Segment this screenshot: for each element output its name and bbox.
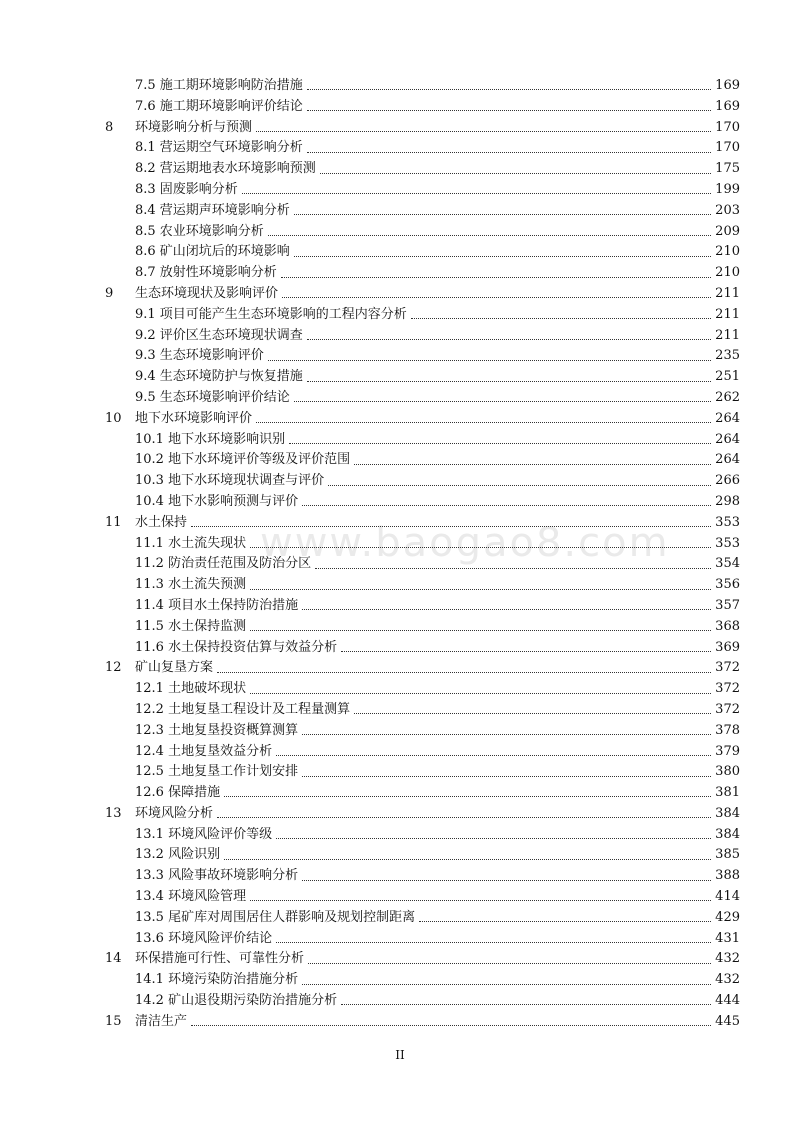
toc-entry-title: 环保措施可行性、可靠性分析 xyxy=(135,951,305,967)
toc-dot-leader xyxy=(308,952,711,964)
toc-page-number: 211 xyxy=(715,306,740,322)
toc-entry-title: 8.7 放射性环境影响分析 xyxy=(135,265,277,281)
toc-entry-title: 14.1 环境污染防治措施分析 xyxy=(135,972,299,988)
toc-page-number: 432 xyxy=(715,951,740,967)
toc-entry[interactable] xyxy=(0,118,800,139)
toc-page-number: 429 xyxy=(715,909,740,925)
toc-entry[interactable] xyxy=(0,638,800,659)
toc-page-number: 372 xyxy=(715,701,740,717)
toc-entry[interactable] xyxy=(0,762,800,783)
toc-page-number: 372 xyxy=(715,681,740,697)
toc-entry[interactable] xyxy=(0,138,800,159)
toc-entry[interactable] xyxy=(0,991,800,1012)
toc-dot-leader xyxy=(250,619,711,631)
toc-entry[interactable] xyxy=(0,908,800,929)
toc-entry-body xyxy=(135,450,740,471)
toc-entry-title: 环境风险分析 xyxy=(135,805,214,821)
toc-dot-leader xyxy=(217,806,711,818)
toc-entry[interactable] xyxy=(0,388,800,409)
toc-entry[interactable] xyxy=(0,887,800,908)
toc-entry-title: 12.6 保障措施 xyxy=(135,785,221,801)
toc-entry-body xyxy=(135,305,740,326)
toc-entry-title: 12.3 土地复垦投资概算测算 xyxy=(135,722,299,738)
toc-dot-leader xyxy=(294,245,711,257)
toc-dot-leader xyxy=(250,682,711,694)
toc-entry[interactable] xyxy=(0,679,800,700)
toc-entry-body xyxy=(135,180,740,201)
toc-page-number: 175 xyxy=(715,161,740,177)
toc-entry-title: 8.3 固废影响分析 xyxy=(135,181,238,197)
toc-page-number: 203 xyxy=(715,202,740,218)
toc-entry[interactable] xyxy=(0,222,800,243)
toc-entry[interactable] xyxy=(0,721,800,742)
toc-entry[interactable] xyxy=(0,825,800,846)
toc-entry-title: 环境影响分析与预测 xyxy=(135,119,253,135)
toc-page-number: 368 xyxy=(715,618,740,634)
toc-entry-body xyxy=(135,679,740,700)
toc-page-number: 353 xyxy=(715,535,740,551)
toc-page-number: 381 xyxy=(715,785,740,801)
toc-page-number: 170 xyxy=(715,140,740,156)
toc-entry[interactable] xyxy=(0,970,800,991)
toc-entry-body xyxy=(135,430,740,451)
toc-entry-title: 10.2 地下水环境评价等级及评价范围 xyxy=(135,452,351,468)
toc-dot-leader xyxy=(224,848,711,860)
toc-page-number: 210 xyxy=(715,265,740,281)
toc-page-number: 444 xyxy=(715,993,740,1009)
toc-page-number: 414 xyxy=(715,889,740,905)
toc-entry-title: 11.5 水土保持监测 xyxy=(135,618,247,634)
toc-entry-title: 7.6 施工期环境影响评价结论 xyxy=(135,98,303,114)
toc-dot-leader xyxy=(250,889,711,901)
toc-dot-leader xyxy=(302,723,711,735)
toc-entry-body xyxy=(135,742,740,763)
toc-entry-body xyxy=(135,658,740,679)
toc-entry-body xyxy=(135,638,740,659)
toc-entry[interactable] xyxy=(0,804,800,825)
toc-entry-body xyxy=(135,700,740,721)
toc-entry-title: 9.1 项目可能产生生态环境影响的工程内容分析 xyxy=(135,306,407,322)
toc-entry[interactable] xyxy=(0,284,800,305)
toc-entry[interactable] xyxy=(0,554,800,575)
toc-page-number: 262 xyxy=(715,389,740,405)
toc-entry-body xyxy=(135,929,740,950)
toc-entry-title: 11.2 防治责任范围及防治分区 xyxy=(135,556,312,572)
toc-entry-title: 12.1 土地破坏现状 xyxy=(135,681,247,697)
table-of-contents xyxy=(0,76,800,1033)
toc-page-number: 369 xyxy=(715,639,740,655)
toc-page-number: 235 xyxy=(715,348,740,364)
toc-page-number: 210 xyxy=(715,244,740,260)
toc-page-number: 169 xyxy=(715,78,740,93)
toc-entry[interactable] xyxy=(0,326,800,347)
toc-entry-body xyxy=(135,118,740,139)
toc-entry[interactable] xyxy=(0,201,800,222)
toc-entry-body xyxy=(135,908,740,929)
toc-page-number: 354 xyxy=(715,556,740,572)
toc-entry[interactable] xyxy=(0,305,800,326)
toc-entry-body xyxy=(135,534,740,555)
toc-dot-leader xyxy=(250,578,711,590)
toc-entry[interactable] xyxy=(0,180,800,201)
toc-entry[interactable] xyxy=(0,242,800,263)
toc-entry-body xyxy=(135,596,740,617)
toc-page-number: 264 xyxy=(715,410,740,426)
toc-dot-leader xyxy=(307,370,711,382)
toc-entry-body xyxy=(135,388,740,409)
toc-entry-body xyxy=(135,866,740,887)
toc-dot-leader xyxy=(302,765,711,777)
toc-page-number: 356 xyxy=(715,577,740,593)
toc-entry-title: 9.5 生态环境影响评价结论 xyxy=(135,389,290,405)
toc-chapter-number: 14 xyxy=(105,951,122,967)
toc-dot-leader xyxy=(191,1014,711,1026)
toc-entry-title: 12.5 土地复垦工作计划安排 xyxy=(135,764,299,780)
toc-entry[interactable] xyxy=(0,534,800,555)
toc-entry-body xyxy=(135,887,740,908)
toc-entry[interactable] xyxy=(0,76,800,97)
toc-chapter-number: 11 xyxy=(105,514,122,530)
toc-entry-body xyxy=(135,222,740,243)
toc-entry[interactable] xyxy=(0,492,800,513)
toc-entry-title: 生态环境现状及影响评价 xyxy=(135,285,279,301)
toc-chapter-number: 12 xyxy=(105,660,122,676)
toc-dot-leader xyxy=(411,307,711,319)
toc-page-number: 385 xyxy=(715,847,740,863)
toc-entry-title: 8.1 营运期空气环境影响分析 xyxy=(135,140,303,156)
toc-dot-leader xyxy=(302,494,711,506)
toc-dot-leader xyxy=(419,910,711,922)
toc-page-number: 357 xyxy=(715,597,740,613)
toc-entry[interactable] xyxy=(0,658,800,679)
toc-dot-leader xyxy=(276,827,711,839)
toc-entry[interactable] xyxy=(0,97,800,118)
toc-entry-body xyxy=(135,367,740,388)
toc-entry[interactable] xyxy=(0,617,800,638)
toc-entry-title: 10.3 地下水环境现状调查与评价 xyxy=(135,473,325,489)
toc-entry-title: 8.2 营运期地表水环境影响预测 xyxy=(135,161,316,177)
toc-page-number: 251 xyxy=(715,369,740,385)
toc-dot-leader xyxy=(341,640,711,652)
toc-page-number: 170 xyxy=(715,119,740,135)
toc-entry-title: 11.4 项目水土保持防治措施 xyxy=(135,597,299,613)
toc-entry-body xyxy=(135,783,740,804)
toc-page-number: 384 xyxy=(715,805,740,821)
toc-entry[interactable] xyxy=(0,700,800,721)
toc-entry-title: 13.3 风险事故环境影响分析 xyxy=(135,868,299,884)
toc-dot-leader xyxy=(302,869,711,881)
toc-entry[interactable] xyxy=(0,1012,800,1033)
toc-dot-leader xyxy=(341,993,711,1005)
toc-entry-body xyxy=(135,159,740,180)
toc-dot-leader xyxy=(281,266,711,278)
toc-dot-leader xyxy=(276,744,711,756)
toc-entry-title: 14.2 矿山退役期污染防治措施分析 xyxy=(135,993,338,1009)
toc-page-number: 266 xyxy=(715,473,740,489)
toc-dot-leader xyxy=(268,224,711,236)
toc-entry-title: 水土保持 xyxy=(135,514,188,530)
toc-entry-body xyxy=(135,492,740,513)
toc-dot-leader xyxy=(217,661,711,673)
toc-entry-body xyxy=(135,721,740,742)
toc-entry-body xyxy=(135,513,740,534)
toc-entry-title: 7.5 施工期环境影响防治措施 xyxy=(135,78,303,93)
toc-entry-title: 13.6 环境风险评价结论 xyxy=(135,930,273,946)
toc-page-number: 380 xyxy=(715,764,740,780)
watermark: www.baogao8.com xyxy=(260,520,670,566)
toc-entry-body xyxy=(135,554,740,575)
toc-dot-leader xyxy=(315,557,711,569)
toc-entry-body xyxy=(135,346,740,367)
toc-page-number: 209 xyxy=(715,223,740,239)
toc-page-number: 199 xyxy=(715,181,740,197)
toc-entry-body xyxy=(135,825,740,846)
toc-entry[interactable] xyxy=(0,845,800,866)
toc-page-number: 431 xyxy=(715,930,740,946)
toc-dot-leader xyxy=(294,203,711,215)
toc-dot-leader xyxy=(224,785,711,797)
toc-entry[interactable] xyxy=(0,471,800,492)
toc-entry-title: 9.3 生态环境影响评价 xyxy=(135,348,264,364)
toc-page-number: 445 xyxy=(715,1013,740,1029)
toc-entry-title: 9.4 生态环境防护与恢复措施 xyxy=(135,369,303,385)
toc-dot-leader xyxy=(302,598,711,610)
toc-page-number: 264 xyxy=(715,452,740,468)
toc-chapter-number: 10 xyxy=(105,410,122,426)
toc-entry-body xyxy=(135,138,740,159)
toc-entry-title: 9.2 评价区生态环境现状调查 xyxy=(135,327,303,343)
toc-entry[interactable] xyxy=(0,866,800,887)
toc-entry-body xyxy=(135,804,740,825)
toc-entry-body xyxy=(135,409,740,430)
toc-entry-title: 8.5 农业环境影响分析 xyxy=(135,223,264,239)
toc-chapter-number: 13 xyxy=(105,805,122,821)
toc-dot-leader xyxy=(276,931,711,943)
toc-entry-body xyxy=(135,201,740,222)
toc-dot-leader xyxy=(256,411,711,423)
toc-dot-leader xyxy=(307,78,711,90)
toc-dot-leader xyxy=(307,99,711,111)
toc-page-number: 169 xyxy=(715,98,740,114)
toc-entry-title: 8.4 营运期声环境影响分析 xyxy=(135,202,290,218)
toc-entry-title: 清洁生产 xyxy=(135,1013,188,1029)
toc-entry-body xyxy=(135,242,740,263)
toc-dot-leader xyxy=(302,973,711,985)
toc-dot-leader xyxy=(268,349,711,361)
toc-dot-leader xyxy=(242,182,711,194)
toc-page-number: 353 xyxy=(715,514,740,530)
page-number-footer: II xyxy=(395,1048,405,1062)
toc-entry[interactable] xyxy=(0,949,800,970)
toc-entry[interactable] xyxy=(0,367,800,388)
toc-entry-body xyxy=(135,1012,740,1033)
toc-entry[interactable] xyxy=(0,575,800,596)
toc-entry[interactable] xyxy=(0,159,800,180)
toc-entry-body xyxy=(135,845,740,866)
toc-entry-body xyxy=(135,617,740,638)
toc-entry-title: 11.3 水土流失预测 xyxy=(135,577,247,593)
toc-entry[interactable] xyxy=(0,596,800,617)
toc-page-number: 211 xyxy=(715,327,740,343)
toc-entry-title: 地下水环境影响评价 xyxy=(135,410,253,426)
toc-page-number: 432 xyxy=(715,972,740,988)
toc-entry[interactable] xyxy=(0,430,800,451)
toc-entry-body xyxy=(135,97,740,118)
toc-page-number: 379 xyxy=(715,743,740,759)
toc-chapter-number: 8 xyxy=(105,119,114,135)
toc-entry-body xyxy=(135,762,740,783)
toc-dot-leader xyxy=(191,515,711,527)
toc-dot-leader xyxy=(307,328,711,340)
toc-dot-leader xyxy=(354,453,711,465)
toc-entry-title: 矿山复垦方案 xyxy=(135,660,214,676)
toc-entry-title: 10.1 地下水环境影响识别 xyxy=(135,431,286,447)
toc-entry[interactable] xyxy=(0,742,800,763)
toc-entry-body xyxy=(135,991,740,1012)
toc-dot-leader xyxy=(282,286,711,298)
toc-entry-title: 13.4 环境风险管理 xyxy=(135,889,247,905)
toc-dot-leader xyxy=(289,432,711,444)
toc-entry-title: 11.1 水土流失现状 xyxy=(135,535,247,551)
toc-entry-body xyxy=(135,949,740,970)
toc-chapter-number: 15 xyxy=(105,1013,122,1029)
toc-entry-title: 10.4 地下水影响预测与评价 xyxy=(135,493,299,509)
toc-dot-leader xyxy=(307,141,711,153)
toc-entry-title: 13.5 尾矿库对周围居住人群影响及规划控制距离 xyxy=(135,909,416,925)
toc-entry[interactable] xyxy=(0,513,800,534)
toc-dot-leader xyxy=(250,536,711,548)
toc-entry-body xyxy=(135,284,740,305)
toc-entry-body xyxy=(135,326,740,347)
toc-entry-body xyxy=(135,76,740,97)
toc-dot-leader xyxy=(328,474,711,486)
toc-page-number: 298 xyxy=(715,493,740,509)
toc-entry-title: 11.6 水土保持投资估算与效益分析 xyxy=(135,639,338,655)
toc-entry-title: 12.2 土地复垦工程设计及工程量测算 xyxy=(135,701,351,717)
toc-dot-leader xyxy=(354,702,711,714)
toc-entry-title: 13.2 风险识别 xyxy=(135,847,221,863)
toc-entry[interactable] xyxy=(0,783,800,804)
toc-entry-body xyxy=(135,471,740,492)
toc-dot-leader xyxy=(320,162,711,174)
toc-entry-body xyxy=(135,575,740,596)
toc-entry[interactable] xyxy=(0,263,800,284)
toc-entry[interactable] xyxy=(0,929,800,950)
toc-dot-leader xyxy=(256,120,711,132)
toc-chapter-number: 9 xyxy=(105,285,114,301)
toc-entry[interactable] xyxy=(0,409,800,430)
toc-entry[interactable] xyxy=(0,346,800,367)
toc-dot-leader xyxy=(294,390,711,402)
toc-entry[interactable] xyxy=(0,450,800,471)
toc-entry-body xyxy=(135,263,740,284)
toc-page-number: 211 xyxy=(715,285,740,301)
toc-page-number: 388 xyxy=(715,868,740,884)
toc-entry-title: 8.6 矿山闭坑后的环境影响 xyxy=(135,244,290,260)
toc-page-number: 384 xyxy=(715,826,740,842)
toc-page-number: 378 xyxy=(715,722,740,738)
toc-entry-title: 12.4 土地复垦效益分析 xyxy=(135,743,273,759)
toc-entry-body xyxy=(135,970,740,991)
toc-page-number: 372 xyxy=(715,660,740,676)
toc-page-number: 264 xyxy=(715,431,740,447)
toc-entry-title: 13.1 环境风险评价等级 xyxy=(135,826,273,842)
